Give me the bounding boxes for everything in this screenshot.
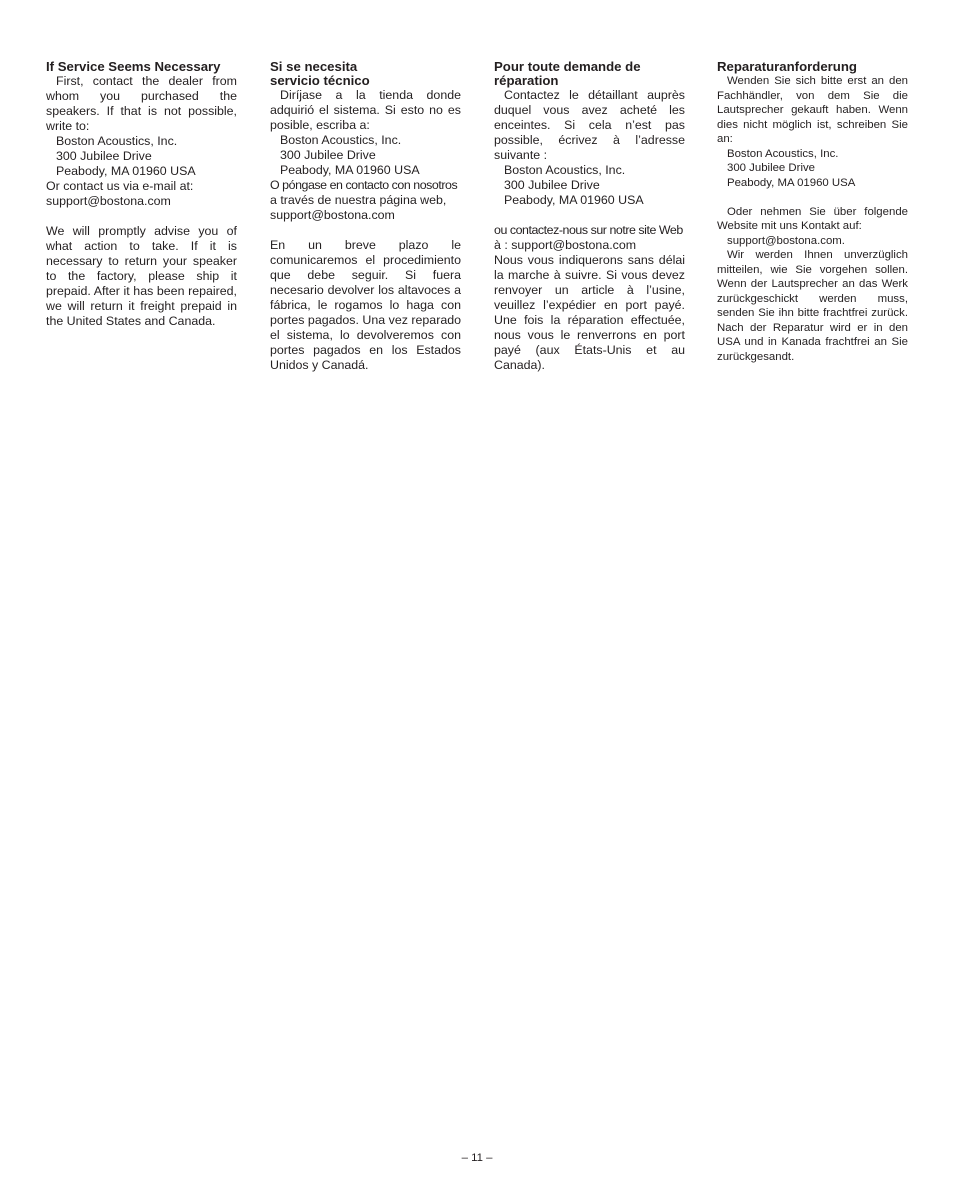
contact-german: Oder nehmen Sie über folgende Website mit uns Kontakt auf: — [717, 205, 908, 232]
heading-french — [494, 60, 685, 88]
spacer — [270, 223, 461, 238]
address-company: Boston Acoustics, Inc. — [727, 147, 839, 160]
address-block-french — [494, 163, 685, 208]
column-english — [46, 60, 237, 329]
address-block-spanish — [270, 133, 461, 178]
spacer — [717, 190, 908, 205]
address-block-english — [46, 134, 237, 179]
contact-line-spanish-1: O póngase en contacto con nosotros — [270, 178, 458, 192]
heading-english: If Service Seems Necessary — [46, 59, 221, 74]
contact-line-french: ou contactez-nous sur notre site Web — [494, 223, 683, 237]
email-french: à : support@bostona.com — [494, 238, 637, 252]
address-company: Boston Acoustics, Inc. — [56, 134, 178, 148]
address-company: Boston Acoustics, Inc. — [280, 133, 402, 147]
address-block-german — [717, 147, 908, 191]
followup-german: Wir werden Ihnen unverzüglich mitteilen, wie Sie vorgehen sollen. Wenn der Lautsprecher an das Werk zurückgeschickt werden muss, senden Sie ihn bitte frachtfrei zurück. Nach der Reparatur wird er in den USA und in Kanada frachtfrei an Sie zurückgesandt. — [717, 249, 908, 363]
intro-spanish: Diríjase a la tienda donde adquirió el sistema. Si esto no es posible, escriba a: — [270, 88, 461, 132]
email-spanish: support@bostona.com — [270, 208, 395, 222]
intro-german: Wenden Sie sich bitte erst an den Fachhändler, von dem Sie die Lautsprecher gekauft haben. Wenn dies nicht möglich ist, schreiben Sie an: — [717, 75, 908, 145]
address-street: 300 Jubilee Drive — [56, 149, 152, 163]
spacer — [494, 208, 685, 223]
intro-french: Contactez le détaillant auprès duquel vous avez acheté les enceintes. Si cela n’est pas possible, écrivez à l’adresse suivante : — [494, 88, 685, 162]
followup-english: We will promptly advise you of what action to take. If it is necessary to return your speaker to the factory, please ship it prepaid. After it has been repaired, we will return it freight prepaid in the United States and Canada. — [46, 224, 237, 328]
followup-french: Nous vous indiquerons sans délai la marche à suivre. Si vous devez renvoyer un article à l’usine, veuillez l’expédier en port payé. Une fois la réparation effectuée, nous vous le renverrons en port payé (aux États-Unis et au Canada). — [494, 253, 685, 372]
address-company: Boston Acoustics, Inc. — [504, 163, 626, 177]
heading-french-line-2: réparation — [494, 73, 559, 88]
address-street: 300 Jubilee Drive — [727, 162, 816, 174]
email-english: support@bostona.com — [46, 194, 171, 208]
heading-german: Reparaturanforderung — [717, 59, 857, 74]
column-german — [717, 60, 908, 364]
spacer — [46, 209, 237, 224]
email-german: support@bostona.com. — [727, 234, 845, 247]
page-number: – 11 – — [461, 1152, 493, 1164]
column-spanish — [270, 60, 461, 373]
address-street: 300 Jubilee Drive — [280, 148, 376, 162]
intro-english: First, contact the dealer from whom you purchased the speakers. If that is not possible, write to: — [46, 74, 237, 133]
heading-spanish-line-2: servicio técnico — [270, 73, 370, 88]
address-city: Peabody, MA 01960 USA — [727, 176, 856, 189]
heading-french-line-1: Pour toute demande de — [494, 59, 641, 74]
followup-spanish: En un breve plazo le comunicaremos el procedimiento que debe seguir. Si fuera necesario devolver los altavoces a fábrica, le rogamos lo haga con portes pagados. Una vez reparado el sistema, lo devolveremos con portes pagados en los Estados Unidos y Canadá. — [270, 238, 461, 372]
address-street: 300 Jubilee Drive — [504, 178, 600, 192]
contact-line-spanish-2: a través de nuestra página web, — [270, 193, 447, 207]
heading-spanish — [270, 60, 461, 88]
contact-line-english: Or contact us via e-mail at: — [46, 179, 194, 193]
address-city: Peabody, MA 01960 USA — [56, 164, 196, 178]
address-city: Peabody, MA 01960 USA — [504, 193, 644, 207]
address-city: Peabody, MA 01960 USA — [280, 163, 420, 177]
heading-spanish-line-1: Si se necesita — [270, 59, 358, 74]
column-french — [494, 60, 685, 373]
